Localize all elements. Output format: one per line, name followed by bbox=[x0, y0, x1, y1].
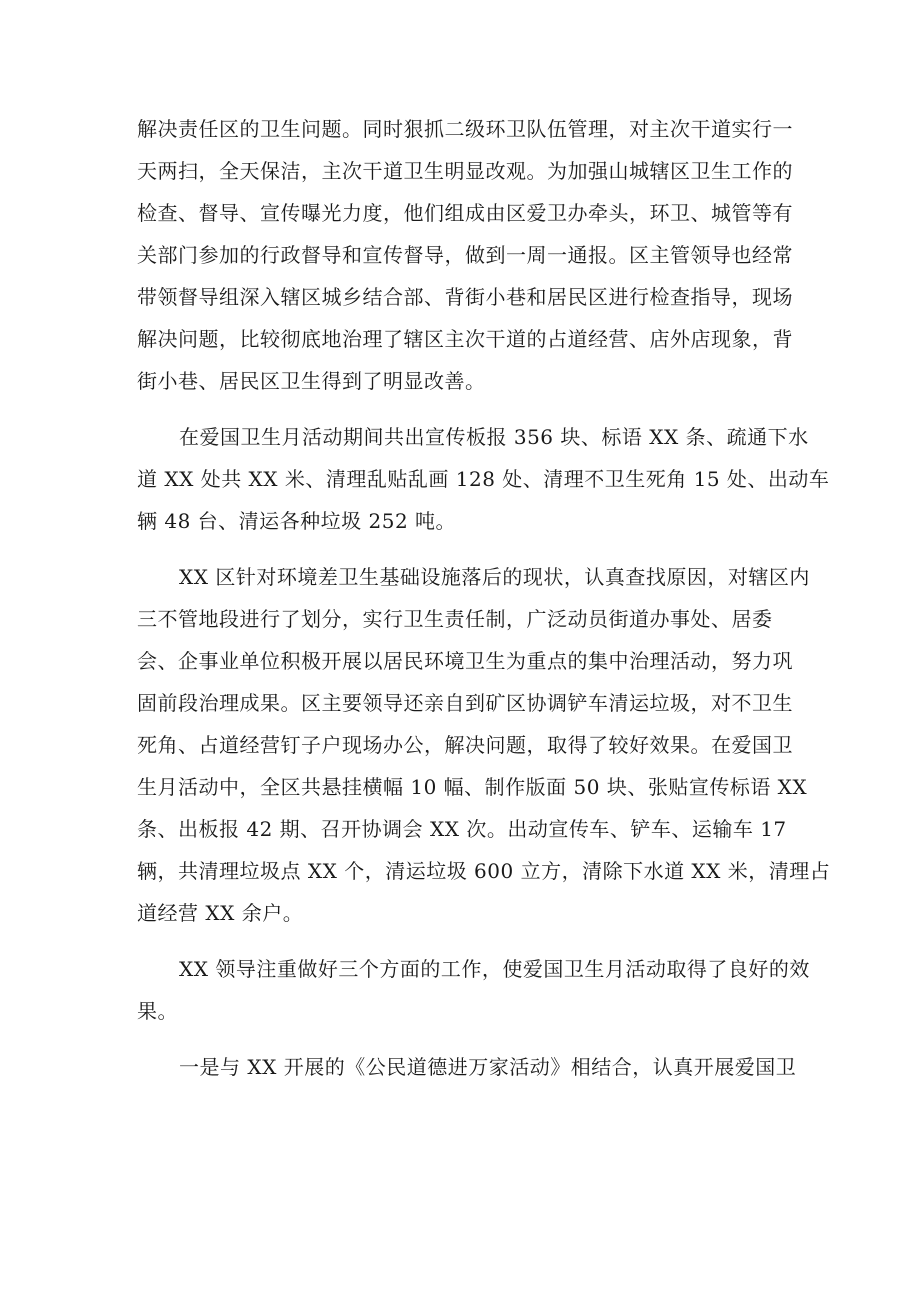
document-body bbox=[137, 108, 831, 1102]
text-line: 辆 48 台、清运各种垃圾 252 吨。 bbox=[137, 509, 457, 533]
text-line: 解决问题，比较彻底地治理了辖区主次干道的占道经营、店外店现象，背 bbox=[137, 327, 793, 351]
text-line: 检查、督导、宣传曝光力度，他们组成由区爱卫办牵头，环卫、城管等有 bbox=[137, 201, 793, 225]
text-line: 条、出板报 42 期、召开协调会 XX 次。出动宣传车、铲车、运输车 17 bbox=[137, 817, 787, 841]
text-line: 会、企事业单位积极开展以居民环境卫生为重点的集中治理活动，努力巩 bbox=[137, 649, 793, 673]
text-line: 三不管地段进行了划分，实行卫生责任制，广泛动员街道办事处、居委 bbox=[137, 607, 773, 631]
text-line: 道 XX 处共 XX 米、清理乱贴乱画 128 处、清理不卫生死角 15 处、出动车 bbox=[137, 467, 830, 491]
text-line: 解决责任区的卫生问题。同时狠抓二级环卫队伍管理，对主次干道实行一 bbox=[137, 117, 793, 141]
text-line: 带领督导组深入辖区城乡结合部、背街小巷和居民区进行检查指导，现场 bbox=[137, 285, 793, 309]
text-line: 死角、占道经营钉子户现场办公，解决问题，取得了较好效果。在爱国卫 bbox=[137, 733, 793, 757]
text-line: XX 领导注重做好三个方面的工作，使爱国卫生月活动取得了良好的效 bbox=[179, 957, 810, 981]
paragraph-2 bbox=[137, 416, 830, 542]
text-line: XX 区针对环境差卫生基础设施落后的现状，认真查找原因，对辖区内 bbox=[179, 565, 810, 589]
text-line: 关部门参加的行政督导和宣传督导，做到一周一通报。区主管领导也经常 bbox=[137, 243, 793, 267]
paragraph-1 bbox=[137, 108, 793, 402]
text-line: 街小巷、居民区卫生得到了明显改善。 bbox=[137, 369, 486, 393]
text-line: 生月活动中，全区共悬挂横幅 10 幅、制作版面 50 块、张贴宣传标语 XX bbox=[137, 775, 808, 799]
text-line: 辆，共清理垃圾点 XX 个，清运垃圾 600 立方，清除下水道 XX 米，清理占 bbox=[137, 859, 831, 883]
text-line: 天两扫，全天保洁，主次干道卫生明显改观。为加强山城辖区卫生工作的 bbox=[137, 159, 793, 183]
paragraph-3 bbox=[137, 556, 831, 934]
text-line: 果。 bbox=[137, 999, 178, 1023]
paragraph-5 bbox=[137, 1046, 797, 1088]
text-line: 道经营 XX 余户。 bbox=[137, 901, 304, 925]
paragraph-4 bbox=[137, 948, 810, 1032]
text-line: 在爱国卫生月活动期间共出宣传板报 356 块、标语 XX 条、疏通下水 bbox=[179, 425, 809, 449]
text-line: 固前段治理成果。区主要领导还亲自到矿区协调铲车清运垃圾，对不卫生 bbox=[137, 691, 793, 715]
text-line: 一是与 XX 开展的《公民道德进万家活动》相结合，认真开展爱国卫 bbox=[179, 1055, 797, 1079]
